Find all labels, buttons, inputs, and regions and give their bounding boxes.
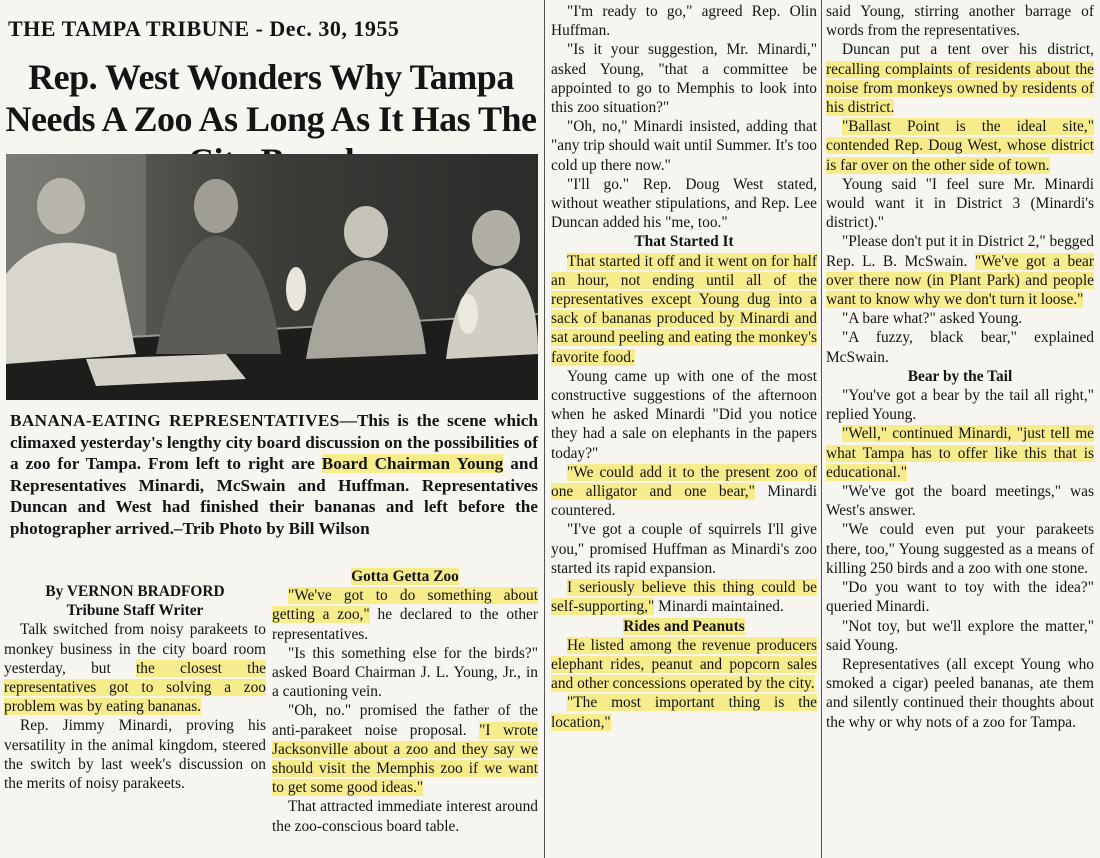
highlight: "We've got a bear over there now (in Plant Park) and people want to know why we don't turn it loose." [826,252,1094,309]
highlight: recalling complaints of residents about the noise from monkeys owned by residents of his district. [826,60,1094,117]
paragraph: "I'll go." Rep. Doug West stated, without weather stipulations, and Rep. Lee Duncan added his "me, too." [551,175,817,232]
highlight: "We've got to do something about getting a zoo," [272,587,538,624]
paragraph: "You've got a bear by the tail all right," replied Young. [826,387,1094,424]
paragraph: Representatives (all except Young who smoked a cigar) peeled bananas, ate them and silently continued their thoughts about the why or why nots of a zoo for Tampa. [826,655,1094,731]
highlight: the closest the representatives got to solving a zoo problem was by eating bananas. [4,659,266,716]
paragraph: "A bare what?" asked Young. [842,310,1023,328]
column-rule [544,0,545,858]
paragraph: "Is this something else for the birds?" asked Board Chairman J. L. Young, Jr., in a cautioning vein. [272,644,538,701]
photo-illustration [6,154,538,400]
staff-title: Tribune Staff Writer [66,602,204,620]
caption-lead: BANANA-EATING REPRESENTATIVES [10,411,340,430]
subhead: Gotta Getta Zoo [351,568,459,585]
photo-caption [10,410,538,539]
paragraph [826,424,1094,482]
paragraph: Rep. Jimmy Minardi, proving his versatility in the animal kingdom, steered the switch by last week's discussion on the merits of noisy parakeets. [4,717,266,793]
headline: Rep. West Wonders Why Tampa Needs A Zoo As Long As It Has The [5,57,537,139]
paragraph: That attracted immediate interest around the zoo-conscious board table. [272,798,538,835]
highlight: "The most important thing is the location," [551,694,817,731]
caption-text-end: and Representatives Minardi, McSwain and Huffman. Representatives Duncan and West had finished their bananas and left before the photographer arrived.–Trib Photo by Bill Wilson [10,454,539,538]
paragraph: Talk switched from noisy parakeets to monkey business in the city board room yesterday, but the closest the representatives got to solving a zoo problem was by eating bananas. [4,621,266,716]
paragraph [551,693,817,731]
highlight: "Ballast Point is the ideal site," contended Rep. Doug West, whose district is far over on the other side of town. [826,118,1094,174]
paragraph [826,117,1094,175]
paragraph: Young said "I feel sure Mr. Minardi would want it in District 3 (Minardi's district)." [826,175,1094,232]
highlight: He listed among the revenue producers elephant rides, peanut and popcorn sales and other concessions operated by the city. [551,636,817,693]
paragraph: "We could even put your parakeets there, too," Young suggested as a means of killing 250 birds and a zoo with one stone. [826,521,1094,577]
paragraph [551,252,817,367]
caption-highlight: Board Chairman Young [321,454,504,473]
paragraph: Young came up with one of the most constructive suggestions of the afternoon when he asked Minardi "Did you notice they had a sale on elephants in the papers today?" [551,367,817,462]
masthead: THE TAMPA TRIBUNE - Dec. 30, 1955 [8,16,400,41]
subhead: That Started It [634,233,734,251]
paragraph: I seriously believe this thing could be self-supporting," Minardi maintained. [551,579,817,616]
article-column-2 [272,567,538,836]
paragraph: "Do you want to toy with the idea?" queried Minardi. [826,579,1094,616]
paragraph: "We've got the board meetings," was West's answer. [826,483,1094,520]
highlight: "We could add it to the present zoo of one alligator and one bear," [551,463,817,501]
subhead: Bear by the Tail [907,367,1013,385]
byline: By VERNON BRADFORD [45,583,225,600]
paragraph: said Young, stirring another barrage of words from the representatives. [826,3,1094,40]
paragraph: Duncan put a tent over his district, recalling complaints of residents about the noise from monkeys owned by residents of his district. [826,41,1094,117]
paragraph: "Please don't put it in District 2," begged Rep. L. B. McSwain. "We've got a bear over there now (in Plant Park) and people want to know why we don't turn it loose." [826,233,1094,309]
highlight: That started it off and it went on for half an hour, not ending until all of the representatives except Young dug into a sack of bananas produced by Minardi and sat around peeling and eating the monkey's favorite food. [551,252,817,366]
paragraph: "A fuzzy, black bear," explained McSwain. [826,329,1094,366]
caption-text: —This is the scene which climaxed yesterday's lengthy city board discussion on the possibilities of a zoo for Tampa. From left to right are [10,411,538,473]
paragraph: "We've got to do something about getting a zoo," he declared to the other representatives. [272,587,539,643]
article-column-3 [551,2,817,732]
highlight: "Well," continued Minardi, "just tell me what Tampa has to offer like this that is educational." [826,425,1094,481]
paragraph: "I'm ready to go," agreed Rep. Olin Huffman. [551,3,817,40]
news-photo [6,154,538,400]
paragraph: "Oh, no." promised the father of the anti-parakeet noise proposal. "I wrote Jacksonville about a zoo and they say we should visit the Memphis zoo if we want to get some good ideas." [272,702,538,797]
highlight: "I wrote Jacksonville about a zoo and they say we should visit the Memphis zoo if we want to get some good ideas." [272,721,538,797]
paragraph: "Is it your suggestion, Mr. Minardi," asked Young, "that a committee be appointed to go to Memphis to look into this zoo situation?" [551,41,817,117]
subhead: Rides and Peanuts [623,617,745,635]
paragraph: "I've got a couple of squirrels I'll give you," promised Huffman as Minardi's zoo started its rapid expansion. [551,521,817,577]
highlight: I seriously believe this thing could be self-supporting," [551,579,817,616]
paragraph: "Not toy, but we'll explore the matter," said Young. [826,617,1094,654]
article-column-4 [826,2,1094,732]
article-column-1 [4,582,266,793]
paragraph [551,636,817,694]
paragraph: "Oh, no," Minardi insisted, adding that "any trip should wait until Summer. It's too cold up there now." [551,118,817,174]
column-rule [821,0,822,858]
paragraph: "We could add it to the present zoo of one alligator and one bear," Minardi countered. [551,463,817,520]
